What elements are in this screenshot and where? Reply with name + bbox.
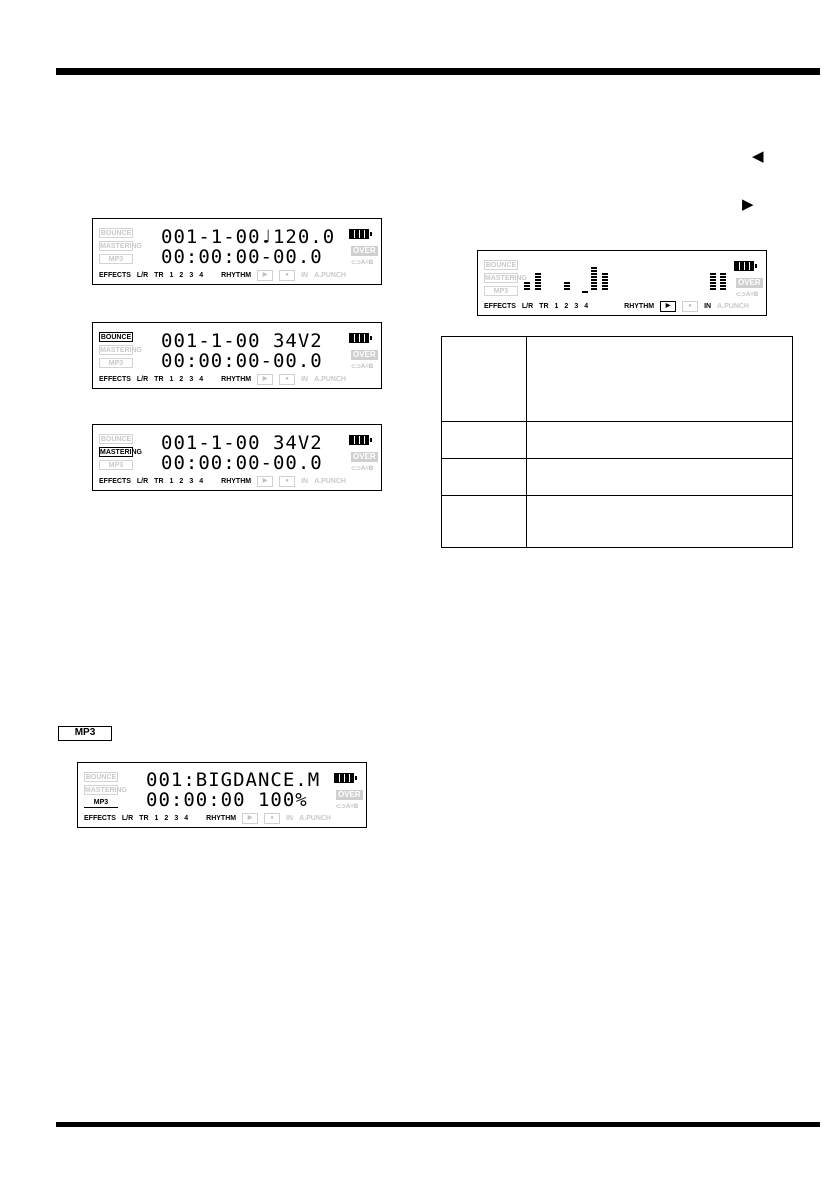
rhythm-label: RHYTHM — [221, 272, 252, 280]
play-icon: ▶ — [257, 374, 273, 385]
mastering-indicator: MASTERING — [85, 787, 127, 794]
meter-lr-l — [564, 282, 570, 291]
rhythm-label: RHYTHM — [624, 303, 655, 311]
meter-master-r — [720, 273, 726, 291]
table-row — [442, 337, 793, 422]
table-row — [442, 496, 793, 548]
meter-track-2 — [591, 267, 597, 291]
track-3-label: 3 — [189, 272, 194, 280]
lcd-bottom-row — [99, 374, 352, 385]
table-cell — [527, 496, 793, 548]
over-indicator: OVER — [353, 452, 376, 461]
record-icon: ● — [279, 476, 295, 487]
over-indicator: OVER — [353, 350, 376, 359]
table-row — [442, 459, 793, 496]
lcd-display-normal — [92, 218, 382, 285]
table-cell — [527, 422, 793, 459]
lcd-line-2: 00:00:00-00.0 — [161, 246, 323, 268]
record-icon: ● — [279, 270, 295, 281]
battery-icon — [349, 333, 369, 343]
table-cell — [527, 337, 793, 422]
bounce-indicator: BOUNCE — [100, 230, 132, 237]
over-indicator: OVER — [353, 246, 376, 255]
meter-effects-r — [535, 273, 541, 291]
lcd-line-1: 001-1-00 34V2 — [161, 330, 323, 352]
tr-label: TR — [154, 478, 164, 486]
lcd-display-mp3 — [77, 762, 367, 828]
play-icon: ▶ — [660, 301, 676, 312]
track-4-label: 4 — [199, 376, 204, 384]
effects-label: EFFECTS — [84, 815, 116, 823]
ab-repeat-indicator: ⊂⊃A=B — [351, 466, 374, 472]
track-2-label: 2 — [179, 376, 184, 384]
record-icon: ● — [682, 301, 698, 312]
over-indicator: OVER — [338, 790, 361, 799]
effects-label: EFFECTS — [99, 478, 131, 486]
lr-label: L/R — [136, 376, 149, 384]
mastering-indicator: MASTERING — [100, 347, 142, 354]
battery-icon — [349, 435, 369, 445]
table-cell — [442, 496, 527, 548]
lcd-line-2: 00:00:00-00.0 — [161, 452, 323, 474]
rhythm-label: RHYTHM — [206, 815, 237, 823]
track-1-label: 1 — [554, 303, 559, 311]
table-cell — [527, 459, 793, 496]
bottom-rule — [56, 1122, 820, 1127]
punch-label: A.PUNCH — [314, 478, 346, 486]
description-table — [441, 336, 793, 548]
track-1-label: 1 — [169, 272, 174, 280]
punch-label: A.PUNCH — [314, 272, 346, 280]
play-icon: ▶ — [257, 476, 273, 487]
mp3-indicator: MP3 — [99, 460, 133, 470]
record-icon: ● — [279, 374, 295, 385]
in-label: IN — [301, 376, 309, 384]
track-1-label: 1 — [169, 376, 174, 384]
table-cell — [442, 459, 527, 496]
lcd-bottom-row — [484, 301, 755, 312]
track-4-label: 4 — [184, 815, 189, 823]
lr-label: L/R — [121, 815, 134, 823]
meter-effects-l — [524, 282, 530, 291]
tr-label: TR — [154, 376, 164, 384]
ab-repeat-indicator: ⊂⊃A=B — [351, 260, 374, 266]
meter-track-3 — [602, 273, 608, 291]
bounce-indicator: BOUNCE — [85, 774, 117, 781]
lcd-line-1: 001:BIGDANCE.M — [146, 769, 321, 791]
track-4-label: 4 — [199, 478, 204, 486]
track-2-label: 2 — [564, 303, 569, 311]
battery-icon — [349, 229, 369, 239]
effects-label: EFFECTS — [484, 303, 516, 311]
in-label: IN — [286, 815, 294, 823]
effects-label: EFFECTS — [99, 272, 131, 280]
mp3-indicator: MP3 — [484, 286, 518, 296]
punch-label: A.PUNCH — [314, 376, 346, 384]
tr-label: TR — [539, 303, 549, 311]
meter-master-l — [710, 273, 716, 291]
track-2-label: 2 — [179, 272, 184, 280]
battery-icon — [334, 773, 354, 783]
bounce-indicator: BOUNCE — [100, 436, 132, 443]
play-icon: ▶ — [257, 270, 273, 281]
effects-label: EFFECTS — [99, 376, 131, 384]
track-2-label: 2 — [164, 815, 169, 823]
lcd-bottom-row — [99, 476, 352, 487]
track-1-label: 1 — [154, 815, 159, 823]
ab-repeat-indicator: ⊂⊃A=B — [351, 364, 374, 370]
record-icon: ● — [264, 813, 280, 824]
lcd-line-2: 00:00:00 100% — [146, 789, 308, 811]
forward-arrow-icon: ▶ — [742, 196, 754, 213]
ab-repeat-indicator: ⊂⊃A=B — [736, 292, 759, 298]
track-2-label: 2 — [179, 478, 184, 486]
lcd-bottom-row — [99, 270, 352, 281]
track-3-label: 3 — [189, 478, 194, 486]
mastering-indicator: MASTERING — [100, 449, 142, 456]
meter-track-1 — [582, 291, 588, 294]
tr-label: TR — [139, 815, 149, 823]
mp3-indicator: MP3 — [99, 358, 133, 368]
in-label: IN — [704, 303, 712, 311]
rhythm-label: RHYTHM — [221, 478, 252, 486]
table-row — [442, 422, 793, 459]
lcd-display-bounce — [92, 322, 382, 389]
track-1-label: 1 — [169, 478, 174, 486]
rhythm-label: RHYTHM — [221, 376, 252, 384]
lcd-bottom-row — [84, 813, 337, 824]
mp3-indicator: MP3 — [99, 254, 133, 264]
in-label: IN — [301, 478, 309, 486]
mastering-indicator: MASTERING — [100, 243, 142, 250]
punch-label: A.PUNCH — [299, 815, 331, 823]
rewind-arrow-icon: ◀ — [752, 148, 764, 165]
bounce-indicator: BOUNCE — [485, 262, 517, 269]
lr-label: L/R — [136, 272, 149, 280]
tr-label: TR — [154, 272, 164, 280]
lcd-display-playback — [477, 250, 767, 316]
top-rule — [56, 68, 820, 75]
mp3-button-icon: MP3 — [58, 726, 112, 741]
table-cell — [442, 337, 527, 422]
lcd-line-1: 001-1-00♩120.0 — [161, 226, 336, 248]
lcd-line-2: 00:00:00-00.0 — [161, 350, 323, 372]
over-indicator: OVER — [738, 278, 761, 287]
play-icon: ▶ — [242, 813, 258, 824]
punch-label: A.PUNCH — [717, 303, 749, 311]
mp3-indicator: MP3 — [84, 798, 118, 808]
track-3-label: 3 — [189, 376, 194, 384]
bounce-indicator: BOUNCE — [100, 334, 132, 341]
track-3-label: 3 — [174, 815, 179, 823]
lcd-line-1: 001-1-00 34V2 — [161, 432, 323, 454]
lr-label: L/R — [136, 478, 149, 486]
battery-icon — [734, 261, 754, 271]
table-cell — [442, 422, 527, 459]
track-4-label: 4 — [584, 303, 589, 311]
mastering-indicator: MASTERING — [485, 275, 527, 282]
lcd-display-mastering — [92, 424, 382, 491]
lr-label: L/R — [521, 303, 534, 311]
in-label: IN — [301, 272, 309, 280]
track-3-label: 3 — [574, 303, 579, 311]
track-4-label: 4 — [199, 272, 204, 280]
ab-repeat-indicator: ⊂⊃A=B — [336, 804, 359, 810]
